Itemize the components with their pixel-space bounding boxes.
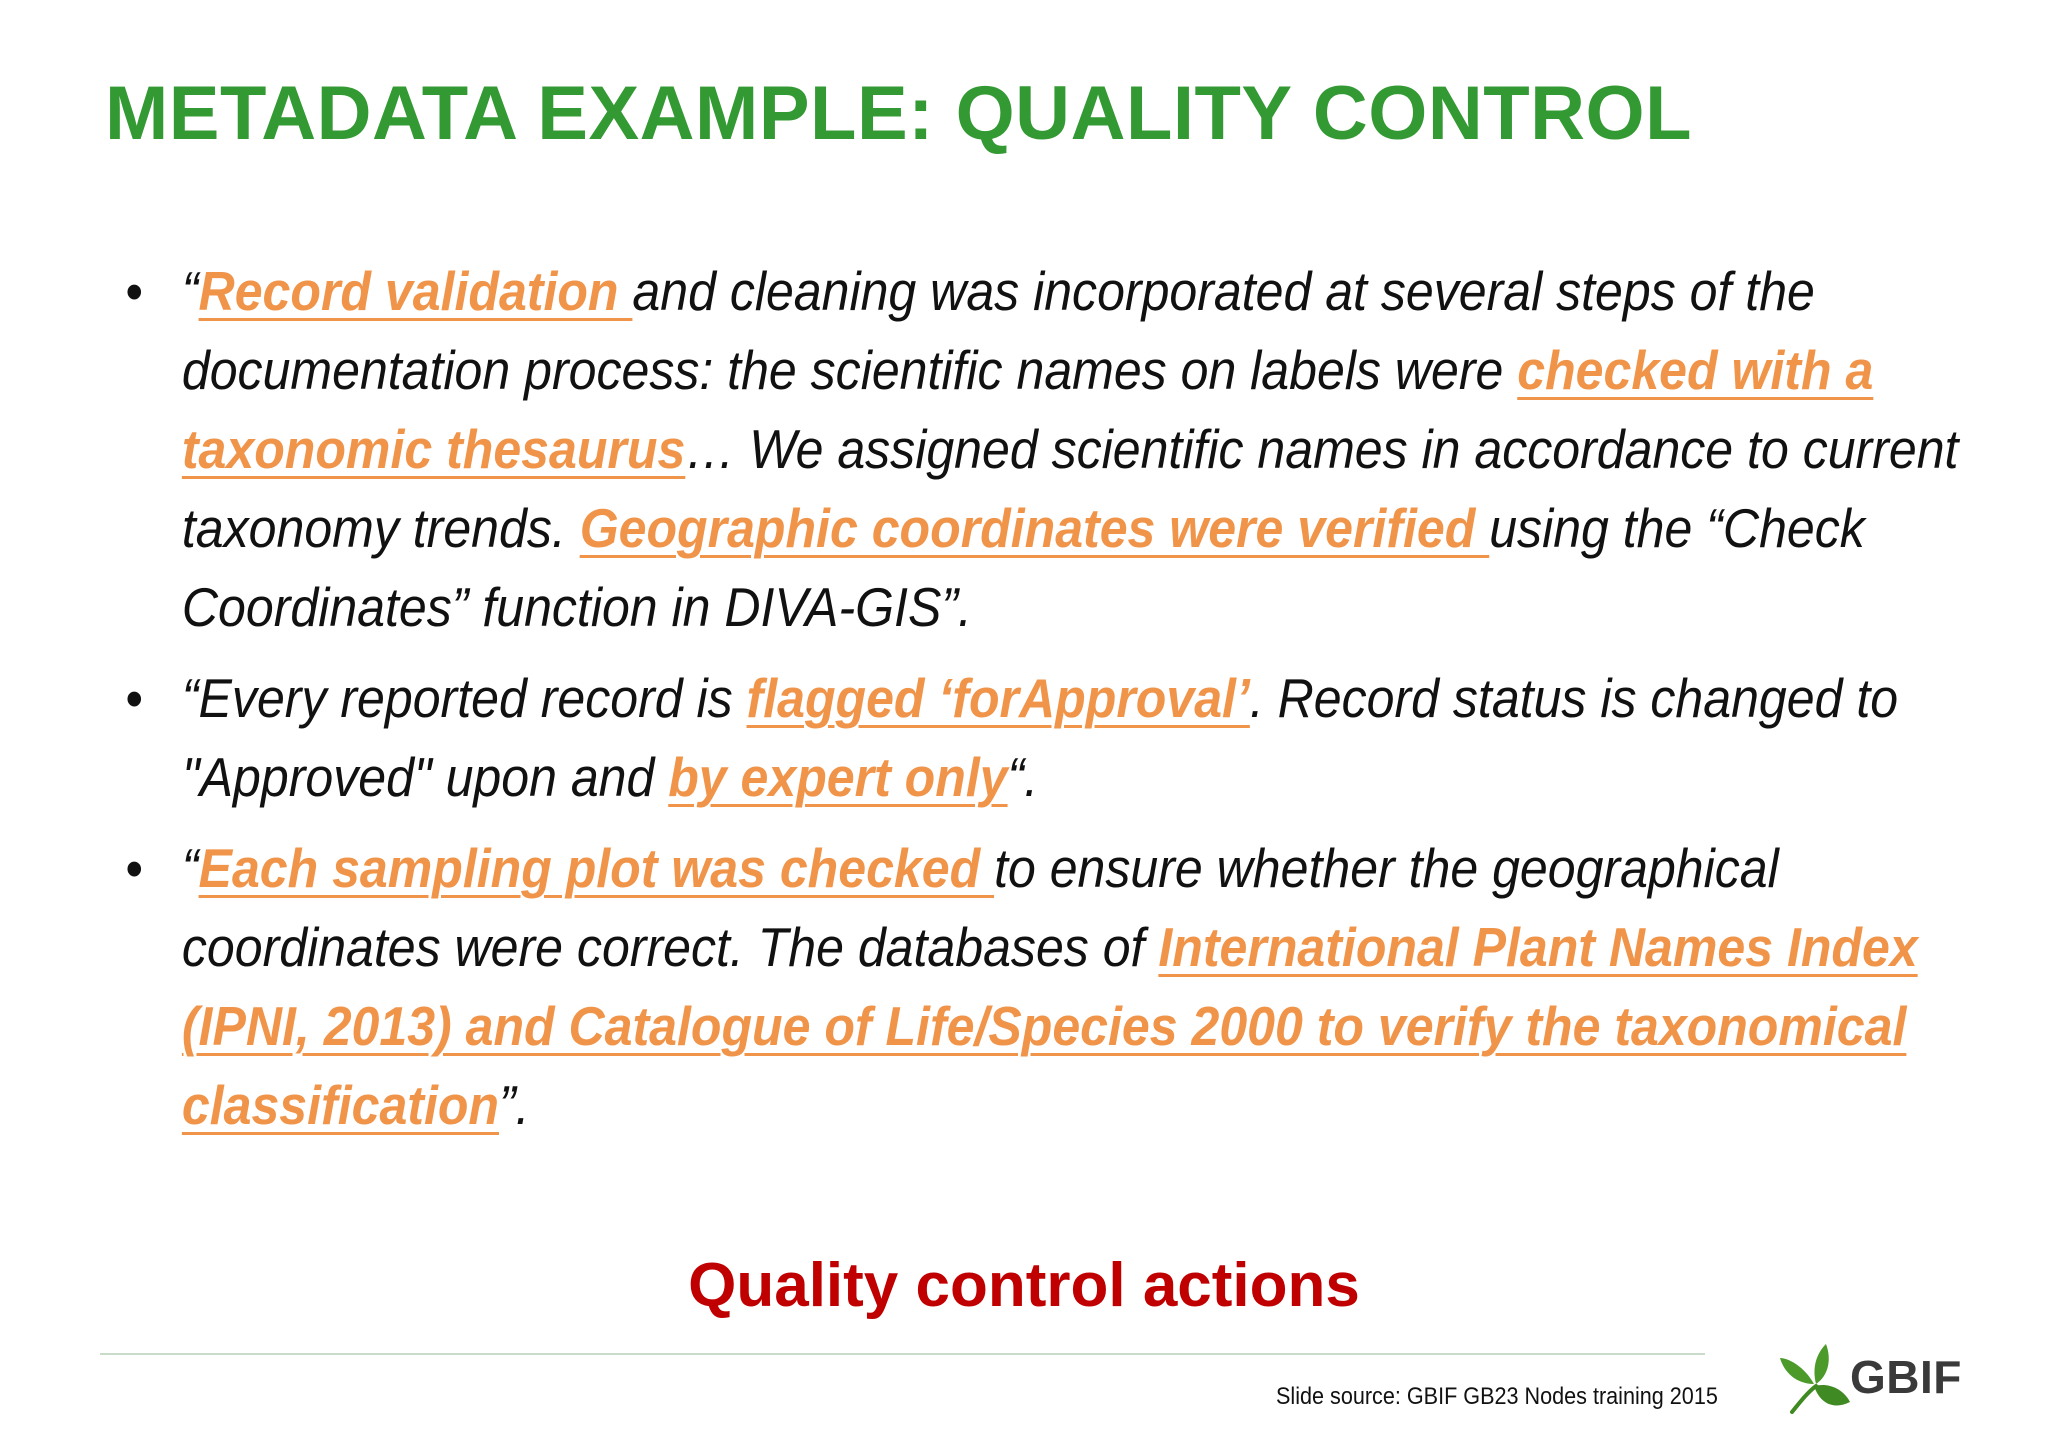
highlight-coordinates-verified: Geographic coordinates were verified bbox=[579, 497, 1490, 559]
bullet-item-flagged-approval bbox=[120, 659, 2011, 817]
bullet-item-sampling-plot bbox=[120, 829, 2011, 1145]
highlight-ipni-catalogue-of-life: International Plant Names Index (IPNI, 2013) and Catalogue of Life/Species 2000 to verify the taxonomical classification bbox=[181, 916, 1918, 1136]
quote-text: and cleaning was incorporated at several steps of the documentation process: the scientific names on labels were bbox=[181, 260, 1815, 401]
quote-text: “Every reported record is bbox=[181, 667, 747, 729]
highlight-flagged-for-approval: flagged ‘forApproval’ bbox=[746, 667, 1250, 729]
highlight-taxonomic-thesaurus: checked with a taxonomic thesaurus bbox=[181, 339, 1874, 480]
slide-source-text: Slide source: GBIF GB23 Nodes training 2015 bbox=[1276, 1383, 1718, 1410]
gbif-logo bbox=[1778, 1344, 1978, 1414]
quote-text: … We assigned scientific names in accordance to current taxonomy trends. bbox=[181, 418, 1959, 559]
bullet-item-record-validation bbox=[120, 252, 2011, 647]
highlight-by-expert-only: by expert only bbox=[668, 746, 1008, 808]
quote-text: using the “Check Coordinates” function in DIVA-GIS”. bbox=[181, 497, 1865, 638]
gbif-leaf-logo-icon bbox=[1778, 1344, 1856, 1414]
quote-text: “ bbox=[181, 260, 199, 322]
quote-text: ”. bbox=[499, 1074, 530, 1136]
quote-text: to ensure whether the geographical coordinates were correct. The databases of bbox=[181, 837, 1779, 978]
slide-title: METADATA EXAMPLE: QUALITY CONTROL bbox=[105, 71, 1693, 156]
quote-text: “. bbox=[1007, 746, 1039, 808]
highlight-sampling-plot-checked: Each sampling plot was checked bbox=[198, 837, 995, 899]
quote-text: . Record status is changed to "Approved" upon and bbox=[181, 667, 1899, 808]
bullet-marker: • bbox=[125, 260, 143, 322]
bullet-marker: • bbox=[125, 667, 143, 729]
logo-text: GBIF bbox=[1850, 1351, 1962, 1403]
highlight-record-validation: Record validation bbox=[198, 260, 633, 322]
bullet-marker: • bbox=[125, 837, 143, 899]
caption-quality-control-actions: Quality control actions bbox=[688, 1251, 1360, 1320]
footer-divider bbox=[100, 1353, 1705, 1355]
quote-text: “ bbox=[181, 837, 199, 899]
bullet-list bbox=[120, 252, 1959, 1157]
